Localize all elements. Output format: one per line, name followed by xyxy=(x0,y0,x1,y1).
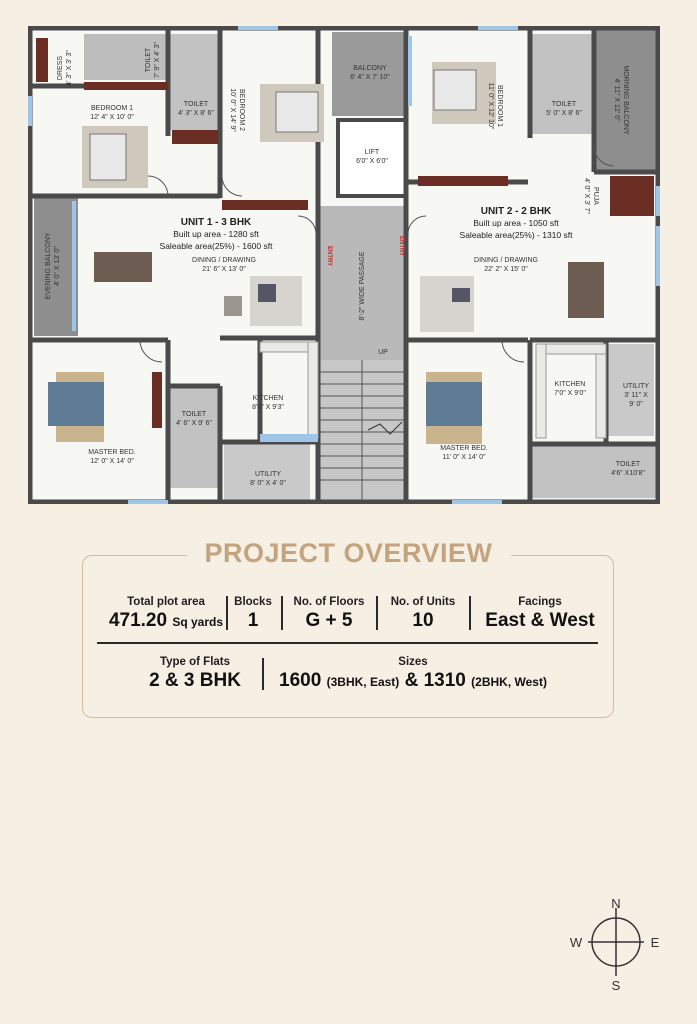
stat-value: G + 5 xyxy=(305,610,353,631)
stat-units xyxy=(378,596,468,632)
stat-sizes xyxy=(268,656,558,692)
unit1-saleable: Saleable area(25%) - 1600 sft xyxy=(159,241,273,251)
stat-label: No. of Units xyxy=(390,596,456,608)
divider xyxy=(262,658,264,690)
room-label-evening-balcony: EVENING BALCONY 4' 0" X 13' 0" xyxy=(45,232,61,300)
stat-value: 2 & 3 BHK xyxy=(149,670,241,691)
room-label-dress: DRESS 4' 3" X 3' 3" xyxy=(57,50,73,86)
stat-label: Facings xyxy=(518,596,562,608)
overview-panel xyxy=(82,555,614,718)
unit2-built-up: Built up area - 1050 sft xyxy=(473,218,559,228)
stat-label: Blocks xyxy=(234,596,272,608)
unit1-title: UNIT 1 - 3 BHK xyxy=(180,217,252,228)
room-label-dining-u1: DINING / DRAWING 21' 6" X 13' 0" xyxy=(192,257,256,273)
room-label-lift: LIFT 6'0" X 6'0" xyxy=(356,149,388,165)
unit1-built-up: Built up area - 1280 sft xyxy=(173,229,259,239)
stat-plot-area xyxy=(94,596,238,632)
staircase xyxy=(320,360,404,500)
compass-east: E xyxy=(650,935,660,950)
passage-label: 8'-2" WIDE PASSAGE xyxy=(359,251,366,321)
room-label-toilet: TOILET 4'6" X10'8" xyxy=(611,461,645,477)
room-label-bedroom1-u1: BEDROOM 1 12' 4" X 10' 0" xyxy=(90,105,134,121)
stat-facings xyxy=(472,596,608,632)
stat-value: 10 xyxy=(412,610,434,631)
room-label-pooja: PUJA4' 0" X 3' 7" xyxy=(583,178,599,214)
unit2-title: UNIT 2 - 2 BHK xyxy=(480,206,552,217)
entry-label-u1: ENTRY xyxy=(326,246,332,267)
room-label-dining-u2: DINING / DRAWING 22' 2" X 15' 0" xyxy=(474,257,538,273)
compass-north: N xyxy=(611,896,621,911)
stat-value: 471.20 Sq yards xyxy=(108,610,224,631)
stat-label: No. of Floors xyxy=(293,596,365,608)
stat-value: 1600 (3BHK, East) & 1310 (2BHK, West) xyxy=(279,670,547,691)
room-label-bedroom1-u2: BEDROOM 111' 0" X 12' 10" xyxy=(487,82,503,130)
unit2-saleable: Saleable area(25%) - 1310 sft xyxy=(459,230,573,240)
divider xyxy=(469,596,471,630)
room-label-toilet: TOILET 7' 9" X 4' 3" xyxy=(145,42,161,78)
room-label-kitchen-u1: KITCHEN 8'0" X 9'3" xyxy=(252,395,284,411)
stat-floors xyxy=(283,596,375,632)
stat-label: Sizes xyxy=(398,656,428,668)
toilet-tile xyxy=(532,34,594,134)
room-label-master-u2: MASTER BED. 11' 0" X 14' 0" xyxy=(440,445,488,461)
room-label-utility-u1: UTILITY 8' 0" X 4' 0" xyxy=(250,471,286,487)
room-label-morning-balcony: MORNING BALCONY4' 11" X 12' 6" xyxy=(613,65,629,135)
stat-value: East & West xyxy=(485,610,595,631)
overview-title: PROJECT OVERVIEW xyxy=(204,538,493,568)
divider xyxy=(97,642,598,644)
stat-label: Type of Flats xyxy=(159,656,231,668)
compass-west: W xyxy=(569,935,583,950)
room-label-toilet: TOILET 5' 0" X 8' 6" xyxy=(546,101,582,117)
stair-up-label: UP xyxy=(378,349,388,356)
utility-tile xyxy=(608,344,654,436)
stat-flat-types xyxy=(130,656,260,692)
stat-blocks xyxy=(228,596,278,632)
stat-value: 1 xyxy=(247,610,259,631)
stat-label: Total plot area xyxy=(127,596,205,608)
room-label-bedroom2: BEDROOM 210' 0" X 14' 9" xyxy=(229,88,245,132)
entry-label-u2: ENTRY xyxy=(398,236,404,257)
floor-plan xyxy=(28,26,660,504)
room-label-utility-u2: UTILITY 3' 11" X 9' 0" xyxy=(622,383,650,408)
room-label-master-u1: MASTER BED. 12' 0" X 14' 0" xyxy=(88,449,136,465)
room-label-toilet: TOILET 4' 6" X 9' 6" xyxy=(176,411,212,427)
toilet-tile xyxy=(168,386,220,488)
room-label-balcony: BALCONY 6' 4" X 7' 10" xyxy=(350,65,390,81)
room-label-kitchen-u2: KITCHEN 7'0" X 9'0" xyxy=(554,381,586,397)
compass-icon xyxy=(566,894,666,994)
compass-south: S xyxy=(611,978,621,993)
room-label-toilet: TOILET 4' 3" X 8' 6" xyxy=(178,101,214,117)
